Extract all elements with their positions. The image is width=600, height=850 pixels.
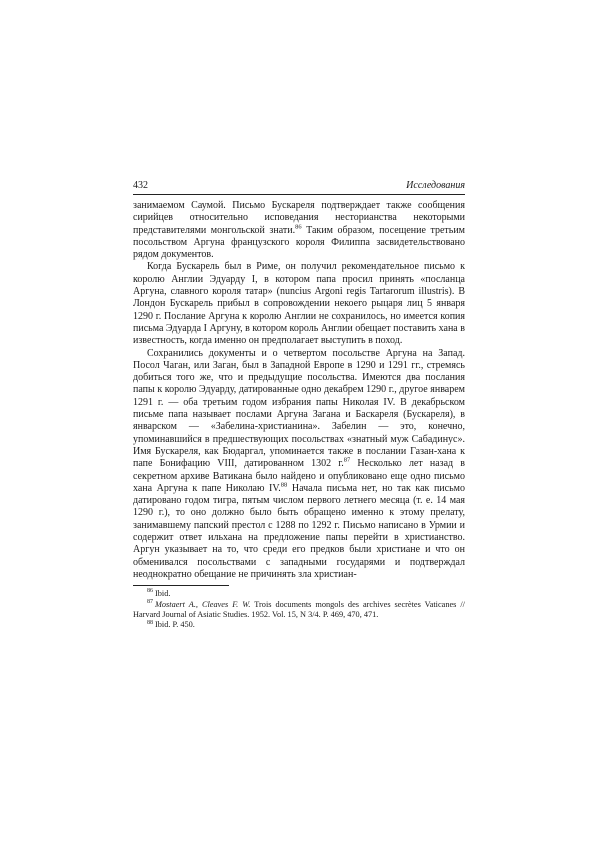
paragraph-3-text-b: Несколько лет назад в секретном архиве Ватикана было найдено и опубликовано еще одно письмо хана Аргуна к папе Николаю IV. (133, 458, 465, 494)
footnote-87 (133, 600, 465, 621)
footnote-88 (133, 620, 465, 630)
section-title: Исследования (406, 180, 465, 191)
paragraph-3-text-c: Начала письма нет, но так как письмо датировано годом тигра, пятым числом первого летнего месяца (т. е. 14 мая 1290 г.), то оно должно было быть обращено именно к этому прелату, занимавшему папский престол с 1288 по 1292 г. Письмо написано в Урмии и содержит ответ ильхана на предложение папы перейти в христианство. Аргун указывает на то, что среди его предков были христиане и что он обменивался посольствами с западными государями и подтверждал неоднократно обещание не причинять зла христиан- (133, 482, 465, 580)
footnote-number: 86 (147, 588, 153, 595)
paragraph-1 (133, 200, 465, 261)
paragraph-3-text-a: Сохранились документы и о четвертом посольстве Аргуна на Запад. Посол Чаган, или Заган, был в Западной Европе в 1290 и 1291 гг., стремясь добиться того же, что и предыдущие посольства. Имеются два послания папы к королю Эдуарду, датированные одно декабрем 1290 г., другое январем 1291 г. — оба третьим годом избрания папы Николая IV. В декабрьском письме папа называет послами Аргуна Загана и Баскареля (Бускареля), в январском — «Забелина-христианина». Забелин — это, конечно, упоминавшийся в предшествующих посольствах «знатный муж Сабадинус». Имя Бускареля, как Бюдаргал, упоминается также в послании Газан-хана к папе Бонифацию VIII, датированном 1302 г. (133, 347, 465, 470)
body-text (133, 200, 465, 581)
page-number: 432 (133, 180, 148, 191)
paragraph-3 (133, 348, 465, 582)
footnote-ref-87: 87 (343, 456, 351, 464)
footnotes (133, 589, 465, 631)
footnote-text: Ibid. P. 450. (155, 620, 195, 630)
running-head (133, 180, 465, 195)
paragraph-1-text-b: Таким образом, посещение третьим посольством Аргуна французского короля Филиппа засвидетельствовано рядом документов. (133, 224, 466, 261)
footnote-text: Ibid. (155, 589, 171, 599)
footnote-author: Mostaert A., Cleaves F. W. (155, 599, 251, 609)
footnote-ref-88: 88 (280, 481, 288, 489)
footnote-86 (133, 589, 465, 599)
footnote-text: Trois documents mongols des archives secrètes Vaticanes // Harvard Journal of Asiatic Studies. 1952. Vol. 15, N 3/4. P. 469, 470, 471. (133, 599, 465, 620)
footnote-ref-86: 86 (295, 223, 302, 231)
footnote-number: 88 (147, 619, 153, 626)
footnote-number: 87 (147, 598, 153, 605)
paragraph-1-text-a: занимаемом Саумой. Письмо Бускареля подтверждает также сообщения сирийцев относительно исповедания несторианства некоторыми представителями монгольской знати. (133, 200, 465, 236)
book-page (133, 180, 465, 631)
paragraph-2: Когда Бускарель был в Риме, он получил рекомендательное письмо к королю Англии Эдуарду I, в котором папа просил принять «посланца Аргуна, славного короля татар» (nuncius Argoni regis Tartarorum illustris). В Лондон Бускарель прибыл в сопровождении некоего рыцаря лиц 5 января 1290 г. Послание Аргуна к королю Англии не сохранилось, но имеется копия письма Эдуарда I Аргуну, в котором король Англии обещает поставить хана в известность, когда именно он предполагает выступить в поход. (133, 261, 465, 347)
footnote-divider (133, 585, 229, 586)
